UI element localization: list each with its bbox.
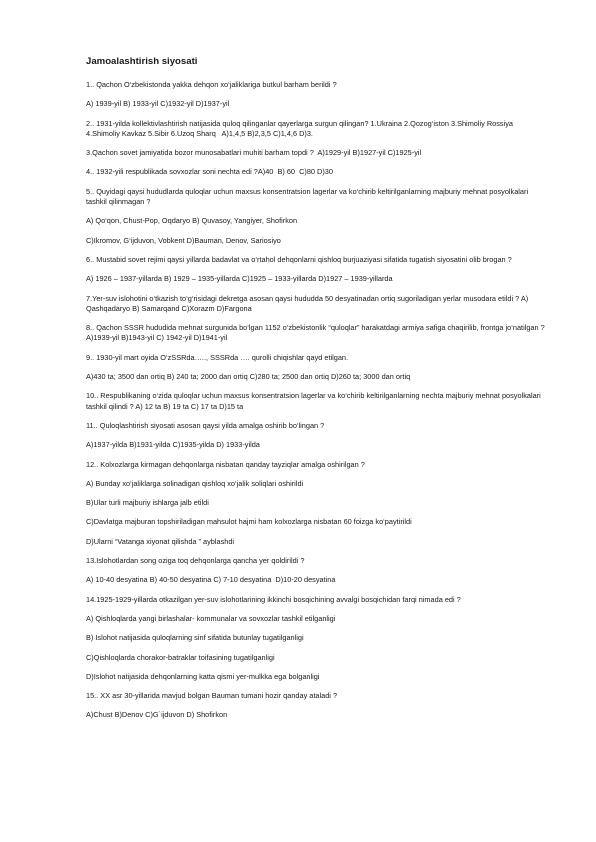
- paragraph-19: A) Bunday xo‘jaliklarga solinadigan qishloq xo‘jalik soliqlari oshirildi: [86, 478, 304, 488]
- paragraph-24: A) 10-40 desyatina B) 40-50 desyatina C) 7-10 desyatina D)10-20 desyatina: [86, 575, 336, 585]
- paragraph-17: A)1937-yilda B)1931-yilda C)1935-yilda D) 1933-yilda: [86, 440, 260, 450]
- paragraph-16: 11.. Quloqlashtirish siyosati asosan qaysi yilda amalga oshirib bo‘lingan ?: [86, 420, 325, 430]
- paragraph-23: 13.Islohotlardan song oziga toq dehqonlarga qancha yer qoldirildi ?: [86, 556, 305, 566]
- paragraph-11: 7.Yer-suv islohotini o‘tkazish to‘g‘risidagi dekretga asosan qaysi hududda 50 desyatinadan ortiq sugoriladigan yerlar musodara etildi ? A) Qashqadaryo B) Samarqand C)Xorazm D)Fargona: [86, 293, 531, 313]
- paragraph-6: 5.. Quyidagi qaysi hududlarda quloqlar uchun maxsus konsentratsion lagerlar va ko‘chirib keltirilganlarning majburiy mehnat posyolkalari tashkil qilinmagan ?: [86, 186, 531, 207]
- paragraph-2: A) 1939-yil B) 1933-yil C)1932-yil D)1937-yil: [86, 99, 230, 109]
- paragraph-21: C)Davlatga majburan topshiriladigan mahsulot hajmi ham kolxozlarga nisbatan 60 foizga ko‘paytirildi: [86, 517, 412, 527]
- paragraph-4: 3.Qachon sovet jamiyatida bozor munosabatlari muhiti barham topdi ? A)1929-yil B)1927-yil C)1925-yil: [86, 148, 422, 158]
- paragraph-27: B) Islohot natijasida quloqlarning sinf sifatida butunlay tugatilganligi: [86, 633, 304, 643]
- paragraph-29: D)Islohot natijasida dehqonlarning katta qismi yer-mulkka ega bolganligi: [86, 671, 320, 681]
- document-title: Jamoalashtirish siyosati: [86, 56, 198, 67]
- paragraph-3: 2.. 1931-yilda kollektivlashtirish natijasida quloq qilinganlar qayerlarga surgun qilingan? 1.Ukraina 2.Qozog‘iston 3.Shimoliy Rossiya 4.Shimoliy Kavkaz 5.Sibir 6.Uzoq Sharq A)1,4,5 B)2,3,5 C)1,4,6 D)3.: [86, 118, 516, 138]
- question-list: [86, 80, 546, 721]
- paragraph-9: 6.. Mustabid sovet rejimi qaysi yillarda badavlat va o‘rtahol dehqonlarni qishloq burjuaziyasi sifatida tugatish siyosatini olib brogan ?: [86, 254, 512, 264]
- paragraph-14: A)430 ta; 3500 dan ortiq B) 240 ta; 2000 dan ortiq C)280 ta; 2500 dan ortiq D)260 ta; 3000 dan ortiq: [86, 372, 411, 382]
- paragraph-15: 10.. Respublikaning o‘zida quloqlar uchun maxsus konsentratsion lagerlar va ko‘chirib keltirilganlarning nechta majburiy mehnat posyolkalari tashkil qilindi ? A) 12 ta B) 19 ta C) 17 ta D)15 ta: [86, 391, 543, 411]
- paragraph-7: A) Qo‘qon, Chust-Pop, Oqdaryo B) Quvasoy, Yangiyer, Shofirkon: [86, 216, 298, 226]
- paragraph-25: 14.1925-1929-yillarda otkazilgan yer-suv islohotlarining ikkinchi bosqichining avvalgi bosqichidan farqi nimada edi ?: [86, 594, 461, 604]
- paragraph-20: B)Ular turli majburiy ishlarga jalb etildi: [86, 498, 209, 508]
- paragraph-26: A) Qishloqlarda yangi birlashalar- kommunalar va sovxozlar tashkil etilganligi: [86, 613, 336, 623]
- paragraph-13: 9.. 1930-yil mart oyida O‘zSSRda….., SSSRda …. qurolli chiqishlar qayd etilgan.: [86, 352, 349, 362]
- paragraph-18: 12.. Kolxozlarga kirmagan dehqonlarga nisbatan qanday tayziqlar amalga oshirilgan ?: [86, 459, 365, 469]
- paragraph-31: A)Chust B)Denov C)G`ijduvon D) Shofirkon: [86, 710, 228, 720]
- paragraph-1: 1.. Qachon O‘zbekistonda yakka dehqon xo‘jaliklariga butkul barham berildi ?: [86, 80, 337, 89]
- paragraph-28: C)Qishloqlarda chorakor-batraklar toifasining tugatilganligi: [86, 652, 275, 662]
- paragraph-22: D)Ularni “Vatanga xiyonat qilishda ” ayblashdi: [86, 536, 235, 546]
- paragraph-30: 15.. XX asr 30-yillarida mavjud bolgan Bauman tumani hozir qanday ataladi ?: [86, 691, 338, 701]
- paragraph-12: 8.. Qachon SSSR hududida mehnat surgunida bo‘lgan 1152 o‘zbekistonlik “quloqlar” harakatdagi armiya safiga chaqirilib, frontga jo‘natilgan ? A)1939-yil B)1943-yil C) 1942-yil D)1941-yil: [86, 323, 547, 343]
- paragraph-8: C)Ikromov, G‘ijduvon, Vobkent D)Bauman, Denov, Sariosiyo: [86, 235, 281, 245]
- paragraph-5: 4.. 1932-yili respublikada sovxozlar soni nechta edi ?A)40 B) 60 C)80 D)30: [86, 167, 333, 177]
- paragraph-10: A) 1926 – 1937-yillarda B) 1929 – 1935-yillarda C)1925 – 1933-yillarda D)1927 – 1939-yillarda: [86, 274, 393, 284]
